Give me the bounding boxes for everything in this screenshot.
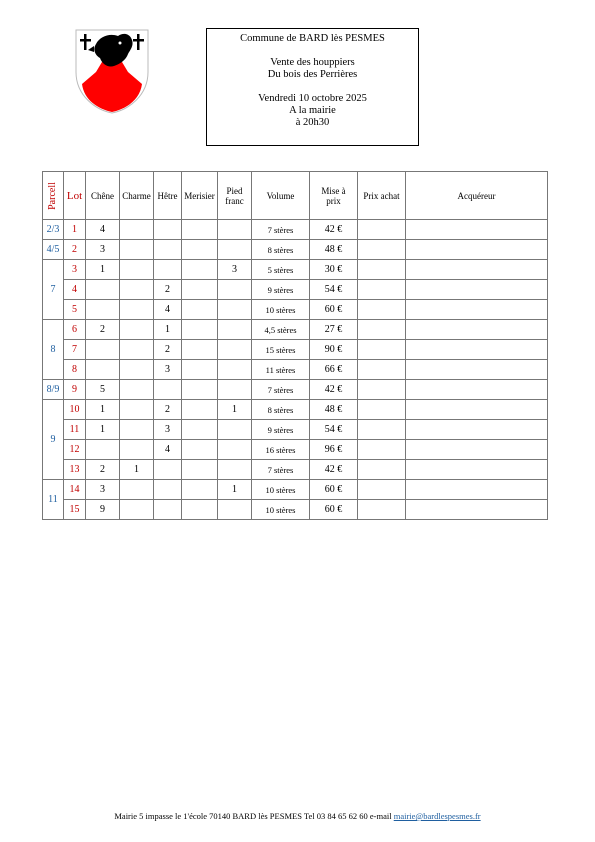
merisier-cell — [182, 220, 218, 240]
prix-cell: 96 € — [310, 440, 358, 460]
acquereur-cell[interactable] — [406, 240, 548, 260]
commune-name: Commune de BARD lès PESMES — [240, 33, 385, 44]
sale-title: Vente des houppiers — [270, 57, 355, 68]
prix-achat-cell[interactable] — [358, 260, 406, 280]
chene-cell: 1 — [86, 260, 120, 280]
hetre-cell — [154, 480, 182, 500]
prix-achat-cell[interactable] — [358, 400, 406, 420]
hetre-cell — [154, 460, 182, 480]
pied-franc-cell — [218, 320, 252, 340]
volume-cell: 4,5 stères — [252, 320, 310, 340]
pied-franc-cell — [218, 280, 252, 300]
volume-cell: 15 stères — [252, 340, 310, 360]
chene-cell: 3 — [86, 240, 120, 260]
prix-achat-cell[interactable] — [358, 380, 406, 400]
charme-cell — [120, 240, 154, 260]
acquereur-cell[interactable] — [406, 500, 548, 520]
charme-cell — [120, 260, 154, 280]
table-row — [43, 300, 548, 320]
volume-cell: 16 stères — [252, 440, 310, 460]
charme-cell — [120, 280, 154, 300]
prix-achat-cell[interactable] — [358, 360, 406, 380]
table-row — [43, 440, 548, 460]
merisier-cell — [182, 340, 218, 360]
volume-cell: 5 stères — [252, 260, 310, 280]
chene-cell: 9 — [86, 500, 120, 520]
charme-cell: 1 — [120, 460, 154, 480]
pied-franc-cell — [218, 460, 252, 480]
sale-time: à 20h30 — [295, 117, 330, 128]
lot-number-cell: 1 — [64, 220, 86, 240]
hetre-cell: 4 — [154, 440, 182, 460]
acquereur-cell[interactable] — [406, 220, 548, 240]
table-row — [43, 500, 548, 520]
merisier-cell — [182, 380, 218, 400]
volume-cell: 9 stères — [252, 280, 310, 300]
acquereur-cell[interactable] — [406, 260, 548, 280]
pied-franc-cell — [218, 440, 252, 460]
merisier-cell — [182, 400, 218, 420]
lot-number-cell: 5 — [64, 300, 86, 320]
volume-cell: 7 stères — [252, 220, 310, 240]
volume-cell: 9 stères — [252, 420, 310, 440]
charme-cell — [120, 440, 154, 460]
table-row — [43, 400, 548, 420]
table-header-row — [43, 172, 548, 220]
volume-cell: 8 stères — [252, 400, 310, 420]
hetre-cell: 3 — [154, 360, 182, 380]
prix-cell: 54 € — [310, 280, 358, 300]
coat-of-arms-icon — [74, 28, 150, 114]
prix-achat-cell[interactable] — [358, 240, 406, 260]
table-row — [43, 220, 548, 240]
prix-cell: 42 € — [310, 220, 358, 240]
hetre-cell — [154, 380, 182, 400]
header-merisier: Merisier — [182, 172, 218, 220]
prix-cell: 60 € — [310, 300, 358, 320]
sale-place: A la mairie — [289, 105, 336, 116]
hetre-cell: 2 — [154, 400, 182, 420]
merisier-cell — [182, 240, 218, 260]
chene-cell: 1 — [86, 420, 120, 440]
chene-cell — [86, 280, 120, 300]
table-row — [43, 260, 548, 280]
lot-number-cell: 7 — [64, 340, 86, 360]
hetre-cell — [154, 220, 182, 240]
prix-cell: 42 € — [310, 380, 358, 400]
charme-cell — [120, 360, 154, 380]
header-mise-a-prix: Mise à prix — [310, 172, 358, 220]
acquereur-cell[interactable] — [406, 320, 548, 340]
prix-achat-cell[interactable] — [358, 480, 406, 500]
parcelle-cell: 2/3 — [43, 220, 64, 240]
prix-cell: 27 € — [310, 320, 358, 340]
prix-cell: 42 € — [310, 460, 358, 480]
acquereur-cell[interactable] — [406, 380, 548, 400]
footer-contact — [0, 811, 595, 821]
merisier-cell — [182, 360, 218, 380]
hetre-cell: 1 — [154, 320, 182, 340]
header-chene: Chêne — [86, 172, 120, 220]
hetre-cell — [154, 240, 182, 260]
parcelle-cell: 4/5 — [43, 240, 64, 260]
header-charme: Charme — [120, 172, 154, 220]
header-lot: Lot — [64, 172, 86, 220]
lot-number-cell: 2 — [64, 240, 86, 260]
pied-franc-cell: 1 — [218, 480, 252, 500]
acquereur-cell[interactable] — [406, 480, 548, 500]
volume-cell: 7 stères — [252, 380, 310, 400]
pied-franc-cell — [218, 220, 252, 240]
prix-cell: 60 € — [310, 480, 358, 500]
chene-cell: 2 — [86, 460, 120, 480]
lot-number-cell: 14 — [64, 480, 86, 500]
prix-achat-cell[interactable] — [358, 500, 406, 520]
acquereur-cell[interactable] — [406, 400, 548, 420]
pied-franc-cell — [218, 360, 252, 380]
lots-table — [42, 171, 548, 520]
chene-cell — [86, 440, 120, 460]
prix-achat-cell[interactable] — [358, 220, 406, 240]
parcelle-cell: 8/9 — [43, 380, 64, 400]
table-row — [43, 480, 548, 500]
charme-cell — [120, 480, 154, 500]
hetre-cell — [154, 260, 182, 280]
chene-cell — [86, 340, 120, 360]
pied-franc-cell — [218, 340, 252, 360]
table-row — [43, 240, 548, 260]
footer-address: Mairie 5 impasse le 1'école 70140 BARD lès PESMES Tel 03 84 65 62 60 e-mail — [114, 811, 394, 821]
volume-cell: 7 stères — [252, 460, 310, 480]
charme-cell — [120, 500, 154, 520]
prix-achat-cell[interactable] — [358, 320, 406, 340]
volume-cell: 10 stères — [252, 300, 310, 320]
table-row — [43, 280, 548, 300]
prix-cell: 54 € — [310, 420, 358, 440]
prix-cell: 30 € — [310, 260, 358, 280]
acquereur-cell[interactable] — [406, 360, 548, 380]
charme-cell — [120, 420, 154, 440]
header-hetre: Hêtre — [154, 172, 182, 220]
hetre-cell: 2 — [154, 280, 182, 300]
parcelle-cell: 7 — [43, 260, 64, 320]
header-volume: Volume — [252, 172, 310, 220]
merisier-cell — [182, 460, 218, 480]
sale-subtitle: Du bois des Perrières — [267, 69, 358, 80]
lot-number-cell: 15 — [64, 500, 86, 520]
footer-email-link[interactable]: mairie@bardlespesmes.fr — [393, 811, 481, 821]
table-row — [43, 460, 548, 480]
pied-franc-cell — [218, 380, 252, 400]
lot-number-cell: 11 — [64, 420, 86, 440]
prix-achat-cell[interactable] — [358, 340, 406, 360]
pied-franc-cell — [218, 500, 252, 520]
parcelle-cell: 9 — [43, 400, 64, 480]
table-row — [43, 420, 548, 440]
merisier-cell — [182, 420, 218, 440]
prix-achat-cell[interactable] — [358, 420, 406, 440]
header-parcelle: Parcell — [43, 172, 64, 220]
table-row — [43, 360, 548, 380]
lot-number-cell: 9 — [64, 380, 86, 400]
parcelle-cell: 11 — [43, 480, 64, 520]
table-row — [43, 320, 548, 340]
table-row — [43, 340, 548, 360]
chene-cell: 2 — [86, 320, 120, 340]
charme-cell — [120, 300, 154, 320]
volume-cell: 10 stères — [252, 480, 310, 500]
volume-cell: 8 stères — [252, 240, 310, 260]
charme-cell — [120, 400, 154, 420]
merisier-cell — [182, 280, 218, 300]
acquereur-cell[interactable] — [406, 460, 548, 480]
merisier-cell — [182, 300, 218, 320]
acquereur-cell[interactable] — [406, 340, 548, 360]
prix-cell: 90 € — [310, 340, 358, 360]
prix-achat-cell[interactable] — [358, 300, 406, 320]
acquereur-cell[interactable] — [406, 300, 548, 320]
sale-header-box — [206, 28, 419, 146]
header-pied-franc: Pied franc — [218, 172, 252, 220]
prix-cell: 66 € — [310, 360, 358, 380]
pied-franc-cell — [218, 300, 252, 320]
acquereur-cell[interactable] — [406, 280, 548, 300]
lot-number-cell: 12 — [64, 440, 86, 460]
hetre-cell: 2 — [154, 340, 182, 360]
chene-cell — [86, 360, 120, 380]
merisier-cell — [182, 260, 218, 280]
hetre-cell: 4 — [154, 300, 182, 320]
prix-cell: 48 € — [310, 400, 358, 420]
pied-franc-cell: 1 — [218, 400, 252, 420]
table-row — [43, 380, 548, 400]
header-prix-achat: Prix achat — [358, 172, 406, 220]
parcelle-cell: 8 — [43, 320, 64, 380]
pied-franc-cell — [218, 420, 252, 440]
merisier-cell — [182, 480, 218, 500]
charme-cell — [120, 320, 154, 340]
charme-cell — [120, 340, 154, 360]
header-acquereur: Acquéreur — [406, 172, 548, 220]
prix-cell: 48 € — [310, 240, 358, 260]
chene-cell — [86, 300, 120, 320]
lot-number-cell: 10 — [64, 400, 86, 420]
prix-achat-cell[interactable] — [358, 440, 406, 460]
prix-achat-cell[interactable] — [358, 460, 406, 480]
lot-number-cell: 6 — [64, 320, 86, 340]
prix-cell: 60 € — [310, 500, 358, 520]
sale-date: Vendredi 10 octobre 2025 — [258, 93, 367, 104]
acquereur-cell[interactable] — [406, 420, 548, 440]
charme-cell — [120, 220, 154, 240]
volume-cell: 10 stères — [252, 500, 310, 520]
chene-cell: 5 — [86, 380, 120, 400]
merisier-cell — [182, 320, 218, 340]
pied-franc-cell — [218, 240, 252, 260]
merisier-cell — [182, 440, 218, 460]
chene-cell: 4 — [86, 220, 120, 240]
prix-achat-cell[interactable] — [358, 280, 406, 300]
merisier-cell — [182, 500, 218, 520]
volume-cell: 11 stères — [252, 360, 310, 380]
hetre-cell — [154, 500, 182, 520]
lot-number-cell: 3 — [64, 260, 86, 280]
lot-number-cell: 8 — [64, 360, 86, 380]
charme-cell — [120, 380, 154, 400]
lot-number-cell: 13 — [64, 460, 86, 480]
lot-number-cell: 4 — [64, 280, 86, 300]
pied-franc-cell: 3 — [218, 260, 252, 280]
chene-cell: 1 — [86, 400, 120, 420]
chene-cell: 3 — [86, 480, 120, 500]
acquereur-cell[interactable] — [406, 440, 548, 460]
hetre-cell: 3 — [154, 420, 182, 440]
